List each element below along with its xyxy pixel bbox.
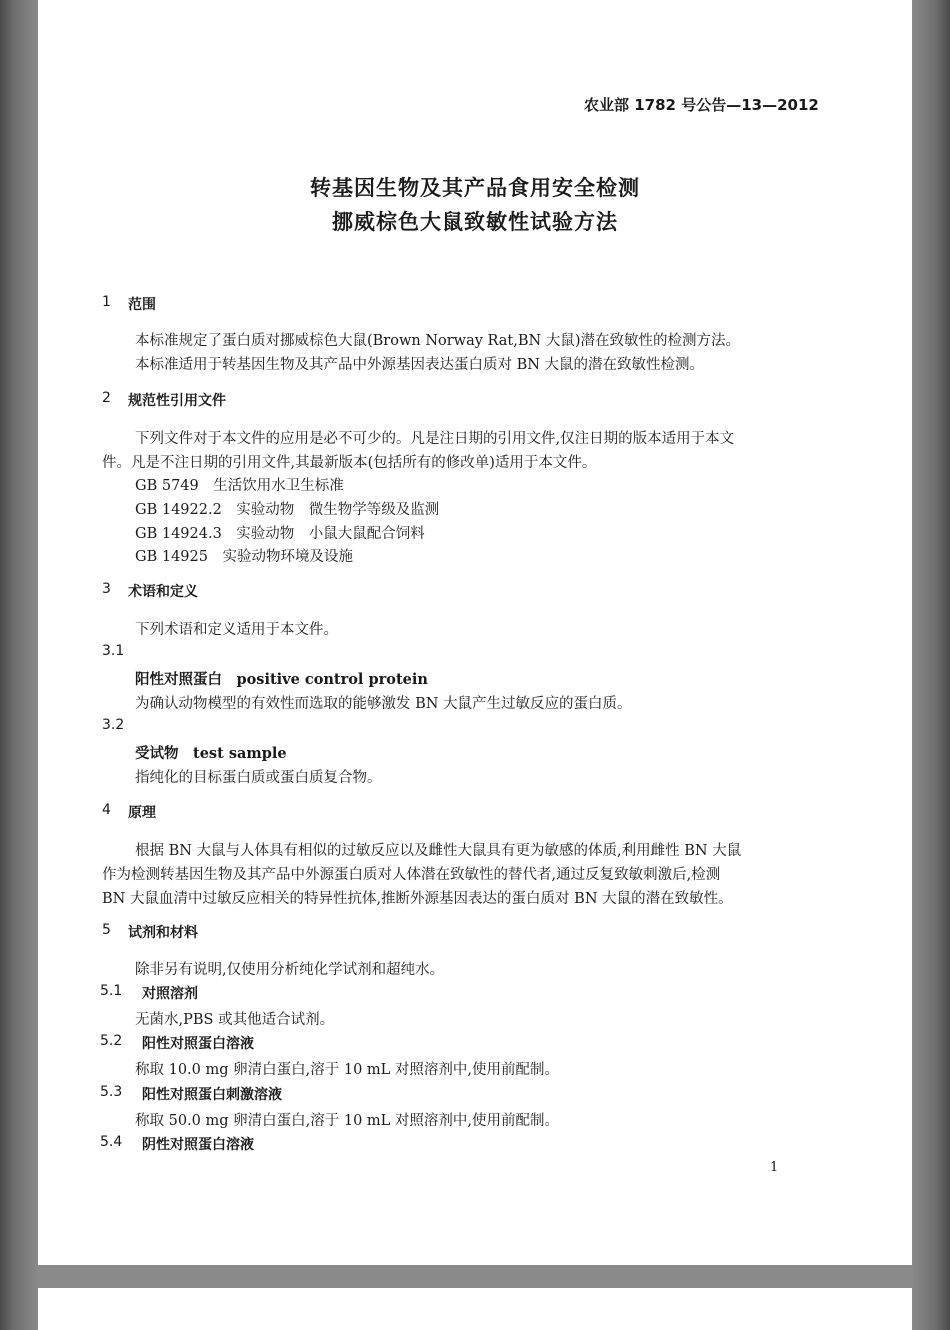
section-5-number: 5 <box>102 922 111 938</box>
term-3-1-name: 阳性对照蛋白 positive control protein <box>135 671 428 688</box>
term-3-1-definition: 为确认动物模型的有效性而选取的能够激发 BN 大鼠产生过敏反应的蛋白质。 <box>135 696 632 712</box>
section-5-paragraph: 除非另有说明,仅使用分析纯化学试剂和超纯水。 <box>135 962 445 978</box>
section-4-line-1: 根据 BN 大鼠与人体具有相似的过敏反应以及雌性大鼠具有更为敏感的体质,利用雌性 BN 大鼠 <box>135 843 742 859</box>
section-3-number: 3 <box>102 581 111 597</box>
reference-item: GB 14925 实验动物环境及设施 <box>135 549 353 565</box>
section-1-title: 范围 <box>128 297 156 313</box>
term-3-2-number: 3.2 <box>102 717 125 733</box>
subsection-5-3-number: 5.3 <box>100 1084 123 1100</box>
subsection-5-2-text: 称取 10.0 mg 卵清白蛋白,溶于 10 mL 对照溶剂中,使用前配制。 <box>135 1062 560 1078</box>
subsection-5-1-title: 对照溶剂 <box>142 986 198 1002</box>
section-4-number: 4 <box>102 802 111 818</box>
section-4-line-3: BN 大鼠血清中过敏反应相关的特异性抗体,推断外源基因表达的蛋白质对 BN 大鼠的潜在致敏性。 <box>102 891 733 907</box>
page-number: 1 <box>770 1160 779 1175</box>
section-2-title: 规范性引用文件 <box>128 393 226 409</box>
document-page <box>38 0 912 1265</box>
section-1-number: 1 <box>102 294 111 310</box>
section-3-title: 术语和定义 <box>128 584 198 600</box>
subsection-5-1-number: 5.1 <box>100 983 123 999</box>
subsection-5-4-number: 5.4 <box>100 1134 123 1150</box>
reference-item: GB 5749 生活饮用水卫生标准 <box>135 478 344 494</box>
title-line-1: 转基因生物及其产品食用安全检测 <box>310 176 640 200</box>
title-line-2: 挪威棕色大鼠致敏性试验方法 <box>332 210 618 234</box>
subsection-5-1-text: 无菌水,PBS 或其他适合试剂。 <box>135 1012 335 1028</box>
subsection-5-4-title: 阴性对照蛋白溶液 <box>142 1137 254 1153</box>
subsection-5-2-title: 阳性对照蛋白溶液 <box>142 1036 254 1052</box>
reference-item: GB 14922.2 实验动物 微生物学等级及监测 <box>135 502 440 518</box>
section-4-title: 原理 <box>128 805 156 821</box>
standard-code: 农业部 1782 号公告—13—2012 <box>584 96 819 114</box>
term-3-2-definition: 指纯化的目标蛋白质或蛋白质复合物。 <box>135 770 382 786</box>
section-1-paragraph-1: 本标准规定了蛋白质对挪威棕色大鼠(Brown Norway Rat,BN 大鼠)潜在致敏性的检测方法。 <box>135 333 740 349</box>
section-2-number: 2 <box>102 390 111 406</box>
section-4-line-2: 作为检测转基因生物及其产品中外源蛋白质对人体潜在致敏性的替代者,通过反复致敏刺激后,检测 <box>102 867 721 883</box>
subsection-5-3-text: 称取 50.0 mg 卵清白蛋白,溶于 10 mL 对照溶剂中,使用前配制。 <box>135 1113 560 1129</box>
section-2-paragraph-line-1: 下列文件对于本文件的应用是必不可少的。凡是注日期的引用文件,仅注日期的版本适用于本文 <box>135 431 735 447</box>
term-3-2-name: 受试物 test sample <box>135 745 287 762</box>
term-3-1-number: 3.1 <box>102 643 125 659</box>
next-page-edge <box>38 1288 912 1330</box>
section-3-paragraph: 下列术语和定义适用于本文件。 <box>135 622 338 638</box>
subsection-5-2-number: 5.2 <box>100 1033 123 1049</box>
section-1-paragraph-2: 本标准适用于转基因生物及其产品中外源基因表达蛋白质对 BN 大鼠的潜在致敏性检测。 <box>135 357 705 373</box>
section-2-paragraph-line-2: 件。凡是不注日期的引用文件,其最新版本(包括所有的修改单)适用于本文件。 <box>102 455 597 471</box>
section-5-title: 试剂和材料 <box>128 925 198 941</box>
subsection-5-3-title: 阳性对照蛋白刺激溶液 <box>142 1087 282 1103</box>
reference-item: GB 14924.3 实验动物 小鼠大鼠配合饲料 <box>135 526 425 542</box>
